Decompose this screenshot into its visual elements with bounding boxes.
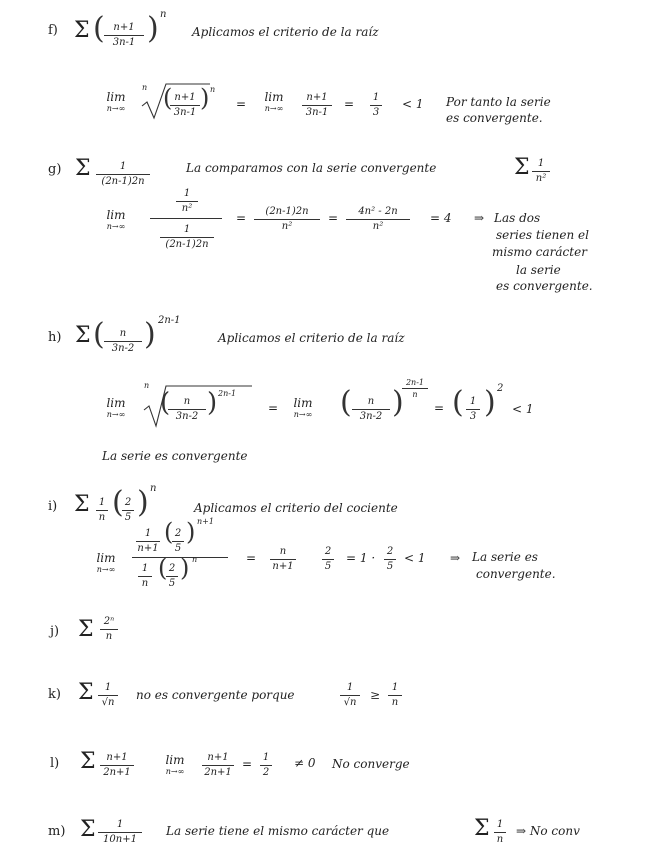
limit-operator: lim n→∞ bbox=[165, 753, 185, 776]
comparison-fraction: 1 n² bbox=[532, 158, 550, 185]
top-fraction: 1 n² bbox=[176, 188, 198, 215]
denominator: 3n-1 bbox=[112, 37, 136, 48]
series-fraction: 1 (2n-1)2n bbox=[96, 161, 150, 188]
limit-value-fraction: 2 5 bbox=[384, 546, 396, 573]
comparison-fraction: 1 n bbox=[494, 819, 506, 846]
right-paren: ) bbox=[180, 554, 190, 582]
root-index: n bbox=[144, 381, 150, 390]
bottom-coefficient: 1 n bbox=[138, 563, 152, 590]
sigma-symbol: Σ bbox=[74, 18, 90, 43]
top-coefficient: 1 n+1 bbox=[137, 528, 159, 554]
method-text: Aplicamos el criterio de la raíz bbox=[192, 25, 379, 39]
equals-four: = 4 bbox=[430, 211, 452, 225]
right-paren: ) bbox=[137, 485, 149, 520]
problem-label: h) bbox=[48, 330, 62, 345]
series-fraction: 1 10n+1 bbox=[98, 819, 142, 846]
right-paren: ) bbox=[207, 388, 218, 418]
series-fraction: n 3n-2 bbox=[104, 328, 142, 355]
less-than-one: < 1 bbox=[404, 551, 426, 565]
left-paren: ( bbox=[93, 317, 105, 352]
not-equal-zero: ≠ 0 bbox=[294, 756, 316, 770]
left-paren: ( bbox=[340, 385, 352, 420]
left-paren: ( bbox=[112, 485, 124, 520]
series-fraction: 2ⁿ n bbox=[100, 616, 118, 643]
equals-one-times: = 1 · bbox=[346, 551, 376, 565]
equals: = bbox=[328, 211, 339, 225]
root-fraction: n 3n-2 bbox=[168, 396, 206, 423]
value-exponent: 2 bbox=[497, 383, 504, 394]
top-exponent: n+1 bbox=[197, 517, 214, 526]
bottom-base: 2 5 bbox=[166, 563, 178, 590]
right-paren: ) bbox=[392, 385, 404, 420]
right-paren: ) bbox=[147, 11, 159, 46]
problem-label: l) bbox=[50, 756, 60, 771]
left-paren: ( bbox=[160, 388, 171, 418]
left-paren: ( bbox=[93, 11, 105, 46]
series-exponent: n bbox=[160, 9, 167, 20]
sigma-symbol: Σ bbox=[80, 749, 96, 774]
limit-operator: lim n→∞ bbox=[264, 90, 284, 113]
root-index: n bbox=[142, 83, 148, 92]
equals: = bbox=[268, 401, 279, 415]
conclusion-line-5: es convergente. bbox=[496, 279, 593, 293]
ratio-fraction: n n+1 bbox=[270, 546, 296, 573]
base-fraction: 2 5 bbox=[122, 497, 134, 524]
conclusion-line-1: Por tanto la serie bbox=[446, 95, 551, 109]
sigma-symbol: Σ bbox=[80, 817, 96, 842]
conclusion: ⇒ No conv bbox=[516, 824, 580, 838]
problem-label: k) bbox=[48, 687, 61, 702]
conclusion-line-2: convergente. bbox=[476, 567, 556, 581]
root-exponent: n bbox=[210, 85, 216, 94]
series-fraction bbox=[104, 22, 144, 49]
limit-operator: lim n→∞ bbox=[106, 208, 126, 231]
conclusion: No converge bbox=[332, 757, 410, 771]
conclusion-line-1: La serie es bbox=[472, 550, 538, 564]
right-paren: ) bbox=[484, 385, 496, 420]
conclusion-line-1: Las dos bbox=[494, 211, 541, 225]
left-paren: ( bbox=[158, 554, 168, 582]
limit-operator: lim n→∞ bbox=[293, 396, 313, 419]
numerator: n+1 bbox=[113, 22, 135, 33]
sigma-symbol: Σ bbox=[514, 155, 530, 180]
limit-operator: lim n→∞ bbox=[96, 551, 116, 574]
power-exponent-fraction: 2n-1 n bbox=[402, 378, 428, 399]
sigma-symbol: Σ bbox=[78, 617, 94, 642]
conclusion-line-2: es convergente. bbox=[446, 111, 543, 125]
series-fraction: n+1 2n+1 bbox=[100, 752, 134, 779]
main-fraction-bar bbox=[150, 218, 222, 219]
top-base: 2 5 bbox=[172, 528, 184, 555]
equals: = bbox=[236, 211, 247, 225]
problem-label: j) bbox=[50, 624, 60, 639]
value-fraction: 1 2 bbox=[260, 752, 272, 779]
result-fraction: n+1 3n-1 bbox=[302, 92, 332, 119]
ratio-fraction: (2n-1)2n n² bbox=[254, 206, 320, 233]
problem-label: f) bbox=[48, 23, 58, 38]
conclusion: La serie es convergente bbox=[102, 449, 248, 463]
limit-operator: lim n→∞ bbox=[106, 90, 126, 113]
problem-label: m) bbox=[48, 824, 66, 839]
right-paren: ) bbox=[200, 84, 210, 112]
left-paren: ( bbox=[163, 84, 173, 112]
explanation-text: no es convergente porque bbox=[136, 688, 295, 702]
value-fraction: 1 3 bbox=[466, 396, 480, 423]
bottom-fraction: 1 (2n-1)2n bbox=[160, 224, 214, 251]
bottom-exponent: n bbox=[192, 555, 198, 564]
problem-label: g) bbox=[48, 162, 62, 177]
series-exponent: 2n-1 bbox=[158, 315, 181, 326]
equals: = bbox=[344, 97, 355, 111]
right-paren: ) bbox=[144, 317, 156, 352]
comparison-fraction: 1 √n bbox=[340, 682, 360, 709]
sigma-symbol: Σ bbox=[75, 156, 91, 181]
conclusion-line-2: series tienen el bbox=[496, 228, 589, 242]
expanded-fraction: 4n² - 2n n² bbox=[346, 206, 410, 233]
sigma-symbol: Σ bbox=[474, 816, 490, 841]
power-base-fraction: n 3n-2 bbox=[352, 396, 390, 423]
limit-operator: lim n→∞ bbox=[106, 396, 126, 419]
method-text: Aplicamos el criterio del cociente bbox=[194, 501, 398, 515]
root-exponent: 2n-1 bbox=[218, 389, 237, 398]
left-paren: ( bbox=[452, 385, 464, 420]
less-than-one: < 1 bbox=[402, 97, 424, 111]
harmonic-fraction: 1 n bbox=[388, 682, 402, 709]
value-fraction: 1 3 bbox=[370, 92, 382, 119]
sigma-symbol: Σ bbox=[78, 680, 94, 705]
greater-equal: ≥ bbox=[370, 688, 381, 702]
base-ratio-fraction: 2 5 bbox=[322, 546, 334, 573]
implies-arrow: ⇒ bbox=[450, 551, 461, 565]
implies-arrow: ⇒ bbox=[474, 211, 485, 225]
problem-label: i) bbox=[48, 499, 58, 514]
equals: = bbox=[236, 97, 247, 111]
method-text: La comparamos con la serie convergente bbox=[186, 161, 437, 175]
method-text: Aplicamos el criterio de la raíz bbox=[218, 331, 405, 345]
series-exponent: n bbox=[150, 483, 157, 494]
series-fraction: 1 √n bbox=[98, 682, 118, 709]
coefficient-fraction: 1 n bbox=[96, 497, 108, 524]
conclusion-line-3: mismo carácter bbox=[492, 245, 587, 259]
sigma-symbol: Σ bbox=[75, 323, 91, 348]
conclusion-line-4: la serie bbox=[516, 263, 561, 277]
equals: = bbox=[434, 401, 445, 415]
root-fraction: n+1 3n-1 bbox=[170, 92, 200, 119]
less-than-one: < 1 bbox=[512, 402, 534, 416]
equals: = bbox=[246, 551, 257, 565]
equals: = bbox=[242, 757, 253, 771]
left-paren: ( bbox=[164, 518, 174, 546]
sigma-symbol: Σ bbox=[74, 492, 90, 517]
right-paren: ) bbox=[186, 518, 196, 546]
explanation-text: La serie tiene el mismo carácter que bbox=[166, 824, 390, 838]
limit-fraction: n+1 2n+1 bbox=[202, 752, 234, 779]
